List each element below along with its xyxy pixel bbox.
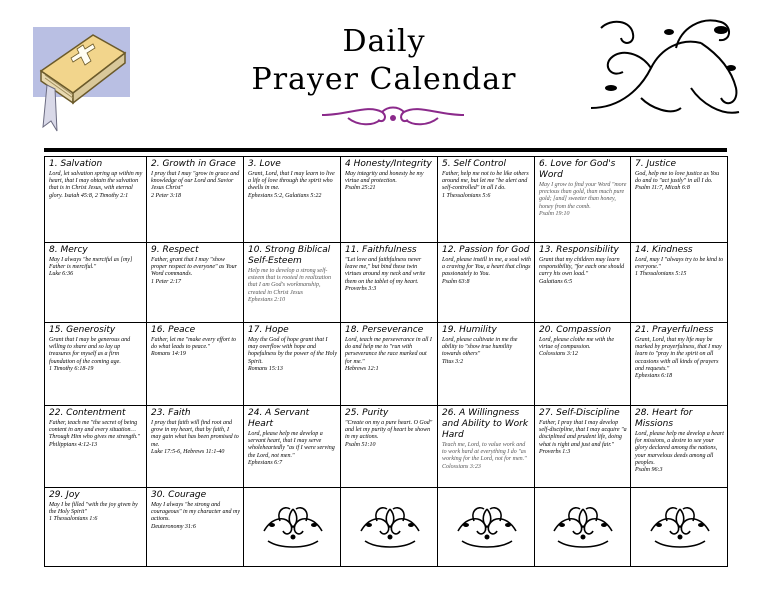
day-cell (535, 406, 631, 488)
day-scripture-ref: Psalm 96:3 (635, 467, 663, 474)
calendar-row (45, 243, 728, 323)
day-heading: 20. Compassion (539, 325, 612, 335)
day-scripture-ref: Luke 17:5-6, Hebrews 11:1-40 (151, 448, 225, 455)
day-cell (244, 323, 341, 406)
day-prayer-text: Father, I pray that I may develop self-discipline, that I may acquire "a disciplined and prudent life, doing what is right and just and fair." (539, 420, 627, 448)
day-heading: 8. Mercy (49, 245, 88, 255)
scroll-ornament-icon (258, 501, 328, 551)
day-cell (147, 157, 244, 243)
day-scripture-ref: 1 Thessalonians 1:6 (49, 516, 98, 523)
day-cell (147, 323, 244, 406)
day-scripture-ref: 1 Timothy 6:18-19 (49, 365, 94, 372)
day-cell (438, 406, 535, 488)
day-heading: 24. A Servant Heart (248, 408, 310, 429)
day-scripture-ref: Ephesians 6:18 (635, 373, 673, 380)
day-cell (45, 243, 147, 323)
day-prayer-text: Grant, Lord, that my life may be marked by prayerfulness, that I may learn to "pray in the spirit on all occasions with all kinds of prayers and requests." (635, 337, 722, 372)
center-flourish-icon (318, 100, 468, 130)
day-scripture-ref: 1 Peter 2:17 (151, 278, 181, 285)
day-heading: 27. Self-Discipline (539, 408, 620, 418)
day-heading: 10. Strong Biblical Self-Esteem (248, 245, 331, 266)
calendar-row (45, 323, 728, 406)
day-scripture-ref: Psalm 25:21 (345, 185, 376, 192)
calendar-row (45, 406, 728, 488)
day-cell (438, 323, 535, 406)
day-cell (147, 243, 244, 323)
day-cell (438, 243, 535, 323)
calendar-row (45, 488, 728, 567)
day-heading: 5. Self Control (442, 159, 506, 169)
day-heading: 1. Salvation (49, 159, 103, 169)
day-prayer-text: Teach me, Lord, to value work and to work hard at everything I do "as working for the Lord, not for men." (442, 442, 527, 463)
day-heading: 14. Kindness (635, 245, 693, 255)
day-cell (535, 157, 631, 243)
day-prayer-text: Lord, please help me develop a heart for missions, a desire to see your glory declared among the nations, your marvelous deeds among all peoples. (635, 431, 724, 466)
day-cell (45, 406, 147, 488)
ornament-cell (535, 488, 631, 567)
day-heading: 26. A Willingness and Ability to Work Hard (442, 408, 529, 440)
day-prayer-text: I pray that faith will find root and grow in my heart, that by faith, I may gain what has been promised to me. (151, 420, 239, 448)
day-cell (45, 488, 147, 567)
day-prayer-text: "Create on my a pure heart. O God" and let my purity of heart be shown in my actions. (345, 420, 433, 441)
day-heading: 11. Faithfulness (345, 245, 417, 255)
day-prayer-text: May integrity and honesty be my virtue and protection. (345, 171, 424, 185)
day-heading: 21. Prayerfulness (635, 325, 714, 335)
day-heading: 12. Passion for God (442, 245, 530, 255)
day-heading: 19. Humility (442, 325, 497, 335)
day-prayer-text: Father, help me not to be like others around me, but let me "be alert and self-controlled" in all I do. (442, 171, 529, 192)
day-prayer-text: I pray that I may "grow in grace and knowledge of our Lord and Savior Jesus Christ" (151, 171, 240, 192)
ornament-cell (438, 488, 535, 567)
header-rule (44, 148, 727, 152)
ornament-cell (631, 488, 728, 567)
day-scripture-ref: Colossians 3:23 (442, 463, 481, 470)
day-prayer-text: Grant that I may be generous and willing to share and so lay up treasures for myself as a firm foundation of the coming age. (49, 337, 131, 365)
day-prayer-text: Lord, please instill in me, a soul with a craving for You, a heart that clings passionately to You. (442, 257, 531, 278)
day-scripture-ref: Psalm 19:10 (539, 210, 570, 217)
day-heading: 16. Peace (151, 325, 196, 335)
title-line-2: Prayer Calendar (251, 62, 517, 97)
day-prayer-text: Lord, please help me develop a servant heart, that I may serve wholeheartedly "as if I were serving the Lord, not men." (248, 431, 335, 459)
day-heading: 29. Joy (49, 490, 80, 500)
scroll-ornament-icon (548, 501, 618, 551)
day-cell (45, 323, 147, 406)
day-scripture-ref: Psalm 11:7, Micah 6:8 (635, 185, 690, 192)
day-prayer-text: Grant that my children may learn responsibility, "for each one should carry his own load." (539, 257, 625, 278)
scroll-ornament-icon (645, 501, 715, 551)
day-prayer-text: Lord, please cultivate in me the ability to "show true humility towards others" (442, 337, 518, 358)
scroll-ornament-icon (452, 501, 522, 551)
day-prayer-text: May I always "be merciful as [my] Father is merciful." (49, 257, 133, 271)
day-scripture-ref: Psalm 51:10 (345, 441, 376, 448)
day-heading: 17. Hope (248, 325, 289, 335)
day-scripture-ref: Romans 15:13 (248, 365, 283, 372)
day-scripture-ref: 1 Thessalonians 5:6 (442, 192, 491, 199)
day-heading: 13. Responsibility (539, 245, 619, 255)
day-scripture-ref: Ephesians 2:10 (248, 296, 286, 303)
day-scripture-ref: Romans 14:19 (151, 351, 186, 358)
day-heading: 2. Growth in Grace (151, 159, 236, 169)
day-cell (631, 157, 728, 243)
day-prayer-text: "Let love and faithfulness never leave me," but bind these twin virtues around my neck and write them on the tablet of my heart. (345, 257, 426, 285)
day-heading: 28. Heart for Missions (635, 408, 693, 429)
day-heading: 6. Love for God's Word (539, 159, 616, 180)
ornament-cell (341, 488, 438, 567)
day-prayer-text: May I always "be strong and courageous" in my character and my actions. (151, 502, 241, 523)
day-cell (147, 406, 244, 488)
day-prayer-text: Lord, let salvation spring up within my heart, that I may obtain the salvation that is in Christ Jesus, with eternal glory. Isaiah 45:8, 2 Timothy 2:1 (49, 171, 143, 199)
day-cell (631, 243, 728, 323)
bible-icon (33, 27, 130, 135)
day-scripture-ref: Titus 3:2 (442, 358, 464, 365)
ornament-cell (244, 488, 341, 567)
day-cell (631, 406, 728, 488)
day-prayer-text: May I grow to find your Word "more precious than gold, than much pure gold; [and] sweeter than honey, honey from the comb. (539, 182, 627, 210)
day-prayer-text: Father, let me "make every effort to do what leads to peace." (151, 337, 236, 351)
day-scripture-ref: Ephesians 5:2, Galatians 5:22 (248, 192, 322, 199)
day-scripture-ref: Philippians 4:12-13 (49, 441, 98, 448)
day-prayer-text: Lord, may I "always try to be kind to everyone." (635, 257, 724, 271)
day-cell (341, 323, 438, 406)
day-heading: 9. Respect (151, 245, 199, 255)
day-prayer-text: Lord, please clothe me with the virtue of compassion. (539, 337, 615, 351)
day-cell (341, 243, 438, 323)
day-cell (147, 488, 244, 567)
day-prayer-text: Father, grant that I may "show proper respect to everyone" as Your Word commands. (151, 257, 238, 278)
day-cell (631, 323, 728, 406)
day-scripture-ref: Proverbs 1:3 (539, 448, 571, 455)
calendar-row (45, 157, 728, 243)
day-scripture-ref: Luke 6:36 (49, 271, 74, 278)
day-scripture-ref: Proverbs 3:3 (345, 285, 377, 292)
day-prayer-text: Lord, teach me perseverance in all I do and help me to "run with perseverance the race marked out for me." (345, 337, 432, 365)
day-prayer-text: May the God of hope grant that I may overflow with hope and hopefulness by the power of the Holy Spirit. (248, 337, 337, 365)
day-scripture-ref: Psalm 63:8 (442, 278, 470, 285)
scroll-ornament-icon (355, 501, 425, 551)
day-scripture-ref: Deuteronomy 31:6 (151, 523, 196, 530)
day-scripture-ref: 1 Thessalonians 5:15 (635, 271, 687, 278)
day-scripture-ref: Colossians 3:12 (539, 351, 578, 358)
day-scripture-ref: Ephesians 6:7 (248, 459, 283, 466)
day-prayer-text: Help me to develop a strong self-esteem that is rooted in realization that I am God's workmanship, created in Christ Jesus (248, 268, 332, 296)
day-prayer-text: Grant, Lord, that I may learn to live a life of love through the spirit who dwells in me. (248, 171, 335, 192)
corner-flourish-icon (581, 8, 746, 128)
day-heading: 25. Purity (345, 408, 389, 418)
day-cell (244, 157, 341, 243)
day-cell (438, 157, 535, 243)
day-prayer-text: God, help me to love justice as You do and to "act justly" in all I do. (635, 171, 720, 185)
day-scripture-ref: Galatians 6:5 (539, 278, 573, 285)
day-cell (244, 243, 341, 323)
day-cell (45, 157, 147, 243)
day-heading: 18. Perseverance (345, 325, 424, 335)
day-cell (535, 323, 631, 406)
day-heading: 3. Love (248, 159, 281, 169)
day-cell (341, 157, 438, 243)
day-heading: 22. Contentment (49, 408, 126, 418)
day-heading: 30. Courage (151, 490, 207, 500)
day-cell (535, 243, 631, 323)
day-heading: 7. Justice (635, 159, 677, 169)
day-prayer-text: Father, teach me "the secret of being content in any and every situation… Through Him who gives me strength." (49, 420, 141, 441)
day-scripture-ref: Hebrews 12:1 (345, 365, 379, 372)
day-cell (341, 406, 438, 488)
day-cell (244, 406, 341, 488)
prayer-calendar-grid (44, 156, 728, 567)
day-heading: 4 Honesty/Integrity (345, 159, 432, 169)
day-scripture-ref: 2 Peter 3:18 (151, 192, 181, 199)
day-prayer-text: May I be filled "with the joy given by the Holy Spirit" (49, 502, 138, 516)
day-heading: 15. Generosity (49, 325, 116, 335)
title-line-1: Daily (342, 24, 426, 59)
day-heading: 23. Faith (151, 408, 191, 418)
